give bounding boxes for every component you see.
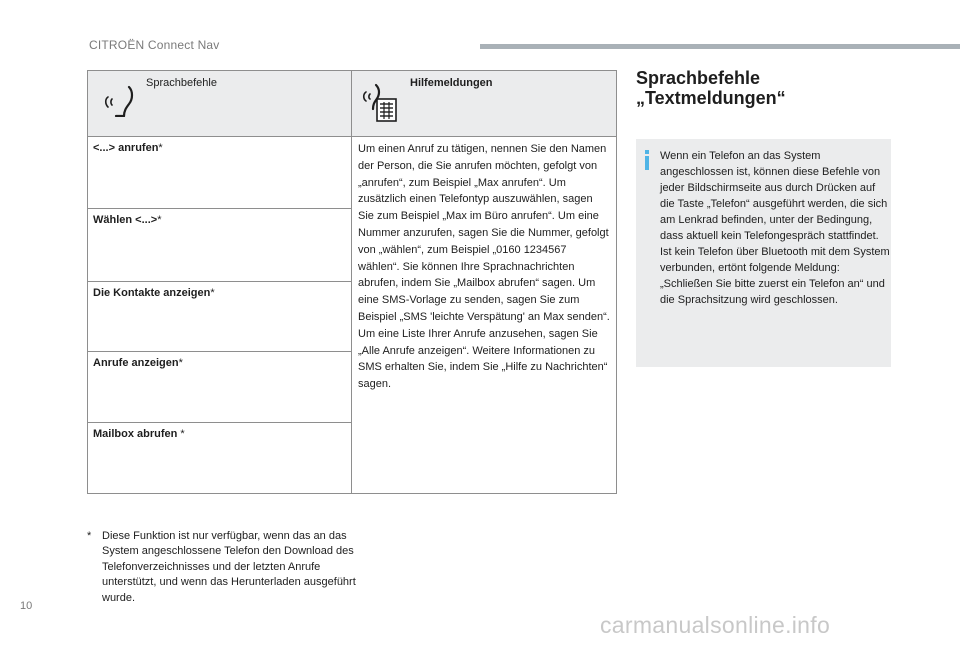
command-label: Die Kontakte anzeigen bbox=[93, 287, 211, 299]
command-row bbox=[88, 352, 351, 423]
voice-command-table bbox=[87, 70, 617, 494]
table-header-commands bbox=[88, 71, 352, 137]
command-column bbox=[88, 137, 352, 493]
footnote-marker: * bbox=[178, 357, 183, 369]
help-message-icon bbox=[362, 83, 398, 128]
footnote-marker: * bbox=[157, 214, 162, 226]
page-number: 10 bbox=[20, 600, 33, 612]
command-label: Wählen <...> bbox=[93, 214, 158, 226]
command-label: Anrufe anzeigen bbox=[93, 357, 179, 369]
watermark: carmanualsonline.info bbox=[600, 612, 831, 638]
footnote-text: Diese Funktion ist nur verfügbar, wenn das an das System angeschlossene Telefon den Download des Telefonverzeichnisses und der letzten Anrufe unterstützt, und wenn das Herunterladen ausgeführt wurde. bbox=[102, 530, 356, 604]
footnote-marker: * bbox=[180, 428, 185, 440]
footnote-marker: * bbox=[158, 142, 163, 154]
info-icon bbox=[644, 150, 652, 177]
header-bar bbox=[480, 44, 960, 49]
section-title-line2: „Textmeldungen“ bbox=[636, 88, 786, 108]
command-row bbox=[88, 137, 351, 209]
command-row bbox=[88, 209, 351, 282]
header-title: CITROËN Connect Nav bbox=[89, 38, 220, 52]
command-label: Mailbox abrufen bbox=[93, 428, 181, 440]
info-box bbox=[636, 139, 891, 367]
table-header-commands-label: Sprachbefehle bbox=[146, 77, 217, 89]
footnote-marker: * bbox=[210, 287, 215, 299]
info-text-paragraph: Ist kein Telefon über Bluetooth mit dem System verbunden, ertönt folgende Meldung: „Schließen Sie bitte zuerst ein Telefon an“ und die Sprachsitzung wird geschlossen. bbox=[660, 246, 890, 306]
table-header-help-label: Hilfemeldungen bbox=[410, 77, 493, 89]
command-label: <...> anrufen bbox=[93, 142, 159, 154]
section-title bbox=[636, 68, 786, 108]
footnote-mark: * bbox=[87, 530, 92, 542]
command-row bbox=[88, 423, 351, 493]
info-text-paragraph: Wenn ein Telefon an das System angeschlossen ist, können diese Befehle von jeder Bildschirmseite aus durch Drücken auf die Taste „Telefon“ ausgeführt werden, die sich am Lenkrad befinden, unter der Bedingung, dass aktuell kein Telefongespräch stattfindet. bbox=[660, 150, 888, 242]
voice-command-icon bbox=[102, 83, 136, 122]
footnote bbox=[87, 529, 357, 606]
section-title-line1: Sprachbefehle bbox=[636, 68, 761, 88]
command-row bbox=[88, 282, 351, 352]
info-text bbox=[660, 148, 890, 308]
help-text: Um einen Anruf zu tätigen, nennen Sie den Namen der Person, die Sie anrufen möchten, gefolgt von „anrufen“, zum Beispiel „Max anrufen“. Um zusätzlich einen Telefontyp auszuwählen, sagen Sie zum Beispiel „Max im Büro anrufen“. Um eine Nummer anzurufen, sagen Sie die Nummer, gefolgt von „wählen“, zum Beispiel „0160 1234567 wählen“. Sie können Ihre Sprachnachrichten abrufen, indem Sie „Mailbox abrufen“ sagen. Um eine SMS-Vorlage zu senden, sagen Sie zum Beispiel „SMS 'leichte Verspätung' an Max senden“. Um eine Liste Ihrer Anrufe anzusehen, sagen Sie „Alle Anrufe anzeigen“. Weitere Informationen zu SMS erhalten Sie, indem Sie „Hilfe zu Nachrichten“ sagen. bbox=[358, 143, 610, 391]
table-header-help bbox=[352, 71, 616, 137]
